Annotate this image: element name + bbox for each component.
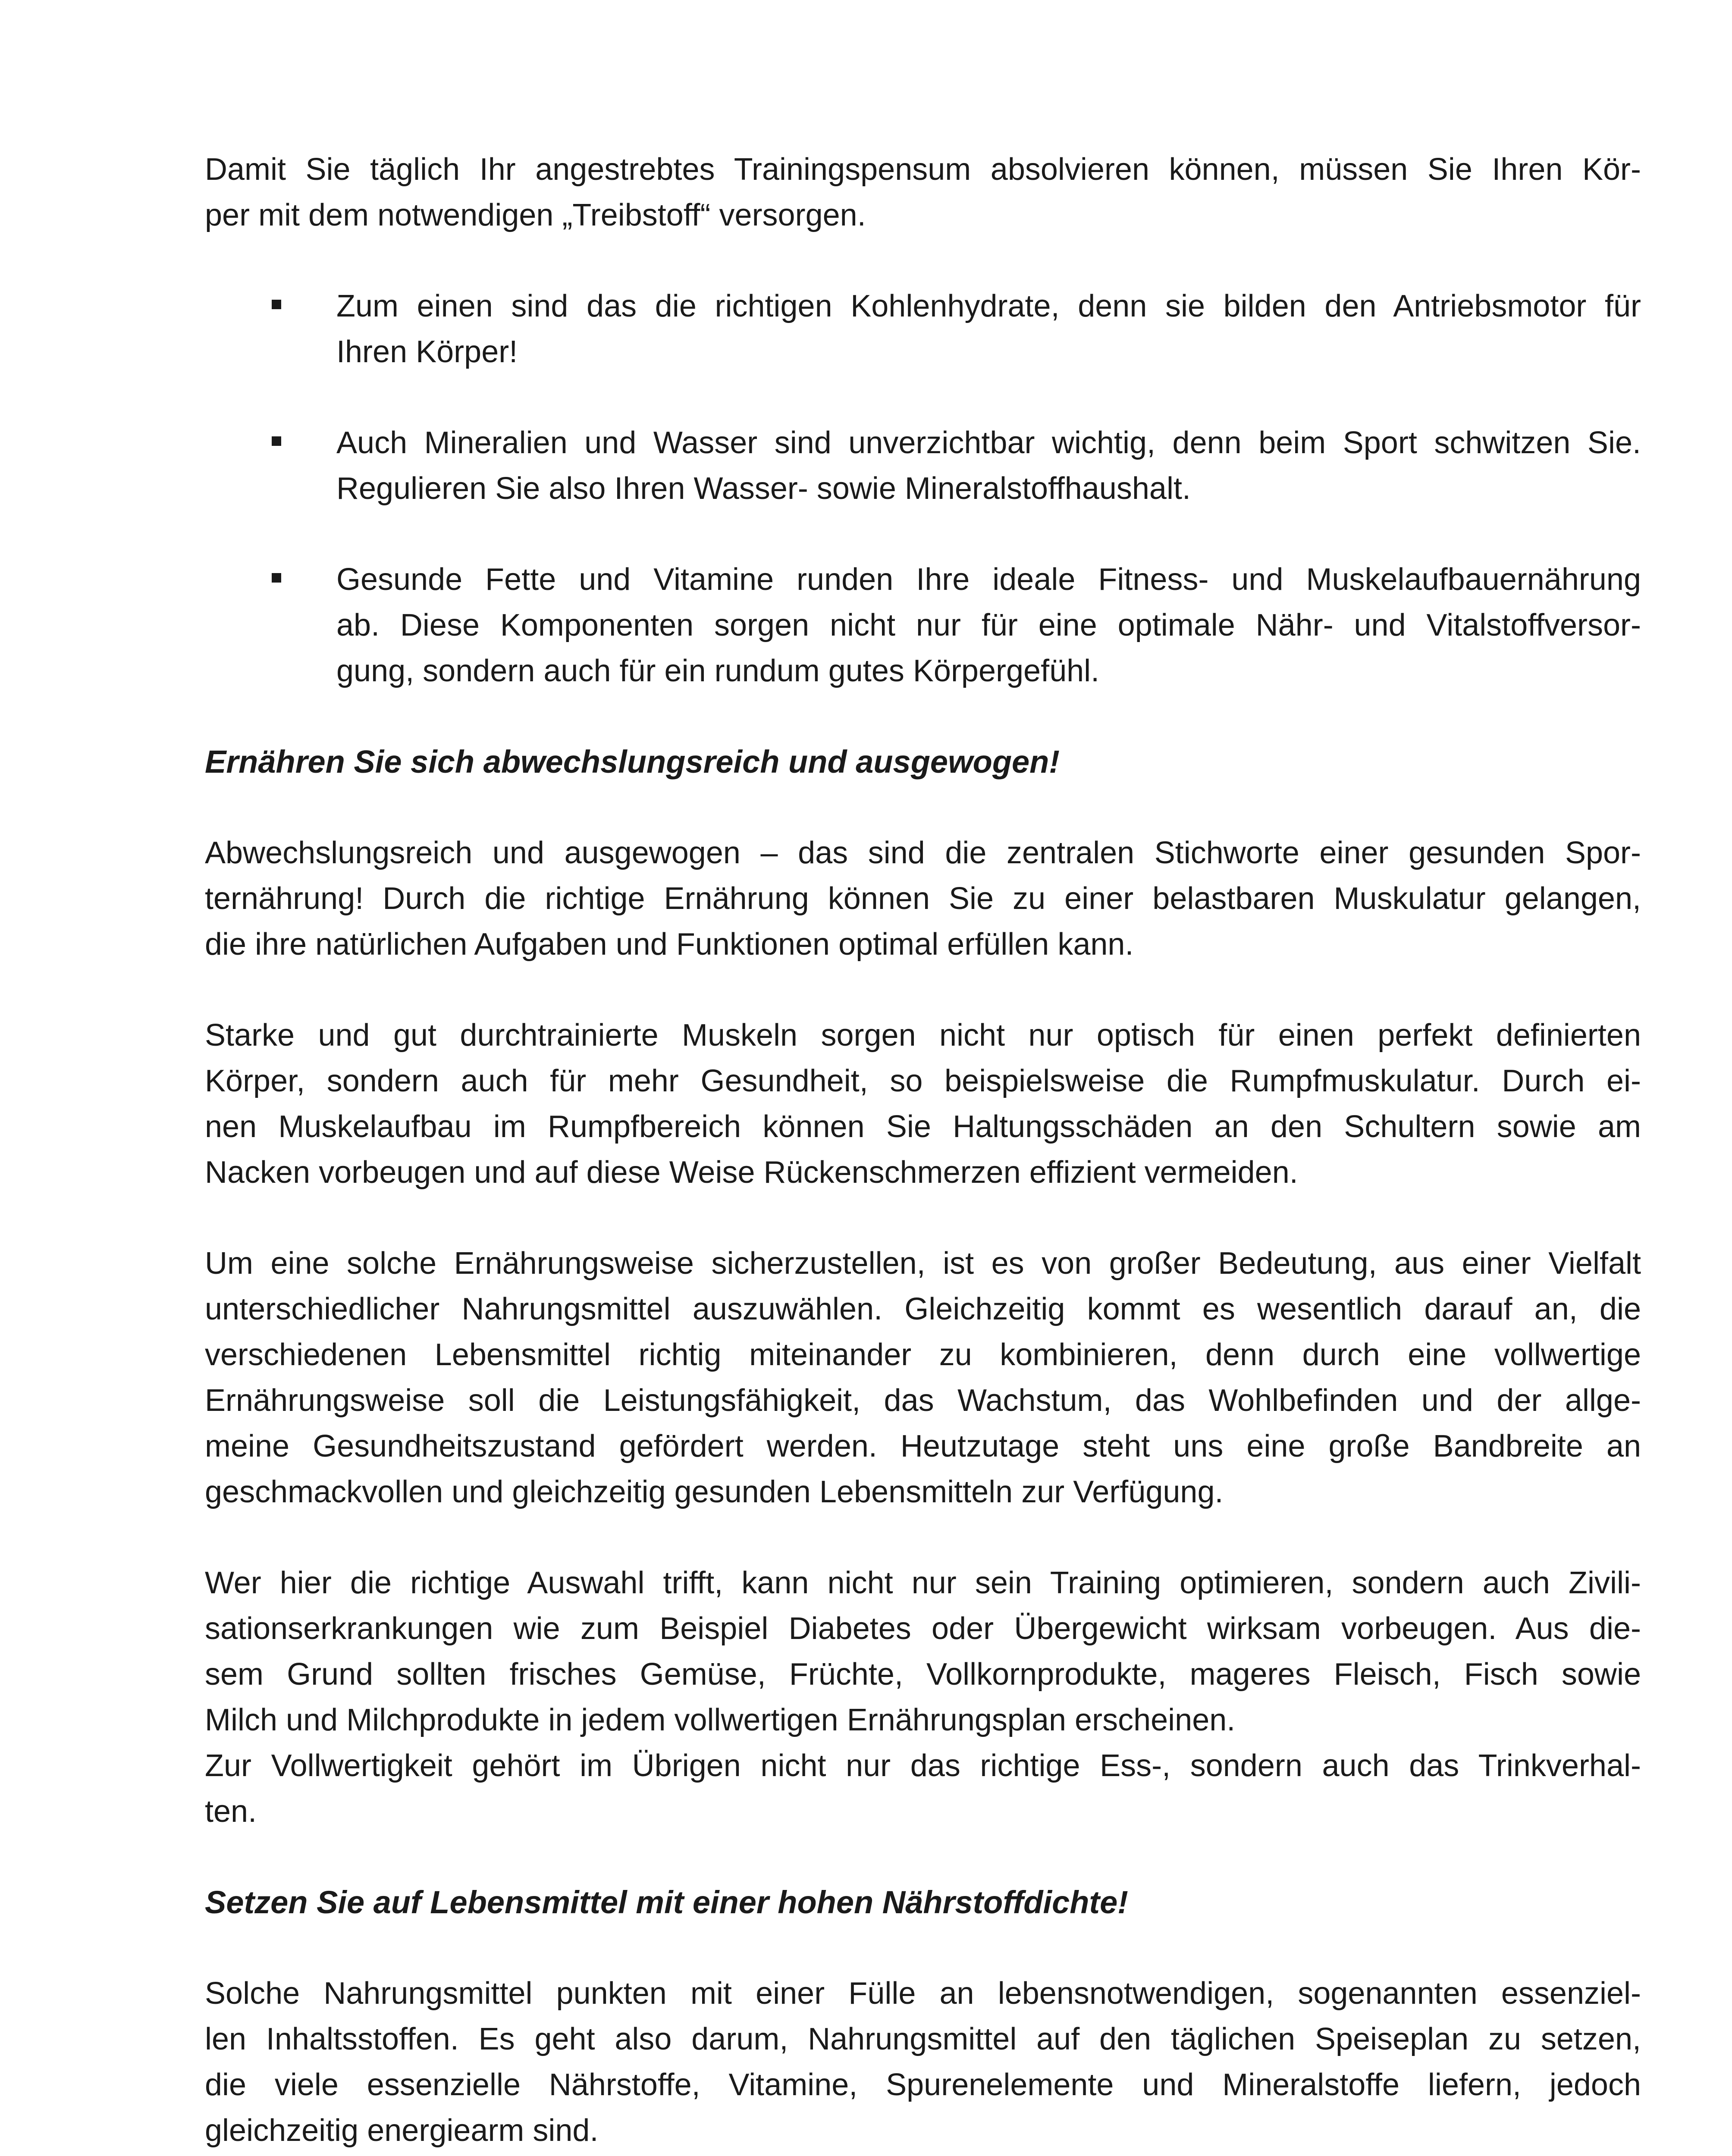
text-line: geschmackvollen und gleichzeitig gesunden Lebensmitteln zur Verfügung. bbox=[205, 1475, 1224, 1509]
text-line: Starke und gut durchtrainierte Muskeln sorgen nicht nur optisch für einen perfekt definierten bbox=[205, 1018, 1641, 1053]
list-item bbox=[205, 557, 1641, 694]
text-line: Ernährungsweise soll die Leistungsfähigkeit, das Wachstum, das Wohlbefinden und der allge- bbox=[205, 1383, 1641, 1418]
body-paragraph bbox=[205, 1560, 1641, 1834]
body-paragraph bbox=[205, 1971, 1641, 2153]
list-item bbox=[205, 283, 1641, 375]
text-line: Solche Nahrungsmittel punkten mit einer Fülle an lebensnotwendigen, sogenannten essenziel- bbox=[205, 1976, 1641, 2011]
square-bullet-icon bbox=[272, 300, 281, 309]
text-line: nen Muskelaufbau im Rumpfbereich können Sie Haltungsschäden an den Schultern sowie am bbox=[205, 1109, 1641, 1144]
text-line: Milch und Milchprodukte in jedem vollwertigen Ernährungsplan erscheinen. bbox=[205, 1703, 1236, 1737]
text-line: Zur Vollwertigkeit gehört im Übrigen nicht nur das richtige Ess-, sondern auch das Trinkverhal- bbox=[205, 1749, 1641, 1783]
text-line: die ihre natürlichen Aufgaben und Funktionen optimal erfüllen kann. bbox=[205, 927, 1134, 962]
text-line: Um eine solche Ernährungsweise sicherzustellen, ist es von großer Bedeutung, aus einer Vielfalt bbox=[205, 1246, 1641, 1281]
text-line: unterschiedlicher Nahrungsmittel auszuwählen. Gleichzeitig kommt es wesentlich darauf an, die bbox=[205, 1292, 1641, 1326]
square-bullet-icon bbox=[272, 436, 281, 446]
text-line: sem Grund sollten frisches Gemüse, Früchte, Vollkornprodukte, mageres Fleisch, Fisch sowie bbox=[205, 1657, 1641, 1692]
section-heading: Setzen Sie auf Lebensmittel mit einer hohen Nährstoffdichte! bbox=[205, 1884, 1128, 1920]
text-line: ab. Diese Komponenten sorgen nicht nur für eine optimale Nähr- und Vitalstoffversor- bbox=[336, 608, 1641, 642]
text-line: per mit dem notwendigen „Treibstoff“ versorgen. bbox=[205, 198, 866, 232]
text-line: meine Gesundheitszustand gefördert werden. Heutzutage steht uns eine große Bandbreite an bbox=[205, 1429, 1641, 1463]
text-line: len Inhaltsstoffen. Es geht also darum, Nahrungsmittel auf den täglichen Speiseplan zu setzen, bbox=[205, 2022, 1641, 2056]
text-line: Zum einen sind das die richtigen Kohlenhydrate, denn sie bilden den Antriebsmotor für bbox=[336, 289, 1641, 323]
text-line: Nacken vorbeugen und auf diese Weise Rückenschmerzen effizient vermeiden. bbox=[205, 1155, 1298, 1190]
text-line: sationserkrankungen wie zum Beispiel Diabetes oder Übergewicht wirksam vorbeugen. Aus die- bbox=[205, 1611, 1641, 1646]
body-paragraph bbox=[205, 1012, 1641, 1195]
text-line: Auch Mineralien und Wasser sind unverzichtbar wichtig, denn beim Sport schwitzen Sie. bbox=[336, 426, 1641, 460]
text-line: Abwechslungsreich und ausgewogen – das sind die zentralen Stichworte einer gesunden Spor- bbox=[205, 836, 1641, 870]
text-line: Regulieren Sie also Ihren Wasser- sowie Mineralstoffhaushalt. bbox=[336, 471, 1191, 506]
text-line: ternährung! Durch die richtige Ernährung können Sie zu einer belastbaren Muskulatur gelangen, bbox=[205, 881, 1641, 916]
square-bullet-icon bbox=[272, 573, 281, 583]
text-line: gleichzeitig energiearm sind. bbox=[205, 2113, 599, 2148]
list-item bbox=[205, 420, 1641, 511]
text-line: Wer hier die richtige Auswahl trifft, kann nicht nur sein Training optimieren, sondern auch Zivili- bbox=[205, 1566, 1641, 1600]
text-line: verschiedenen Lebensmittel richtig miteinander zu kombinieren, denn durch eine vollwertige bbox=[205, 1338, 1641, 1372]
body-paragraph bbox=[205, 830, 1641, 967]
body-paragraph bbox=[205, 1241, 1641, 1515]
text-line: die viele essenzielle Nährstoffe, Vitamine, Spurenelemente und Mineralstoffe liefern, jedoch bbox=[205, 2068, 1641, 2102]
text-line: Körper, sondern auch für mehr Gesundheit, so beispielsweise die Rumpfmuskulatur. Durch ei- bbox=[205, 1064, 1641, 1098]
section-heading: Ernähren Sie sich abwechslungsreich und ausgewogen! bbox=[205, 744, 1060, 780]
text-line: Ihren Körper! bbox=[336, 335, 518, 369]
text-line: gung, sondern auch für ein rundum gutes Körpergefühl. bbox=[336, 654, 1100, 688]
text-line: ten. bbox=[205, 1794, 257, 1829]
bullet-list bbox=[205, 283, 1641, 694]
text-line: Damit Sie täglich Ihr angestrebtes Trainingspensum absolvieren können, müssen Sie Ihren Kör- bbox=[205, 152, 1641, 187]
text-line: Gesunde Fette und Vitamine runden Ihre ideale Fitness- und Muskelaufbauernährung bbox=[336, 562, 1641, 597]
intro-paragraph bbox=[205, 147, 1641, 238]
document-page bbox=[205, 147, 1641, 2153]
